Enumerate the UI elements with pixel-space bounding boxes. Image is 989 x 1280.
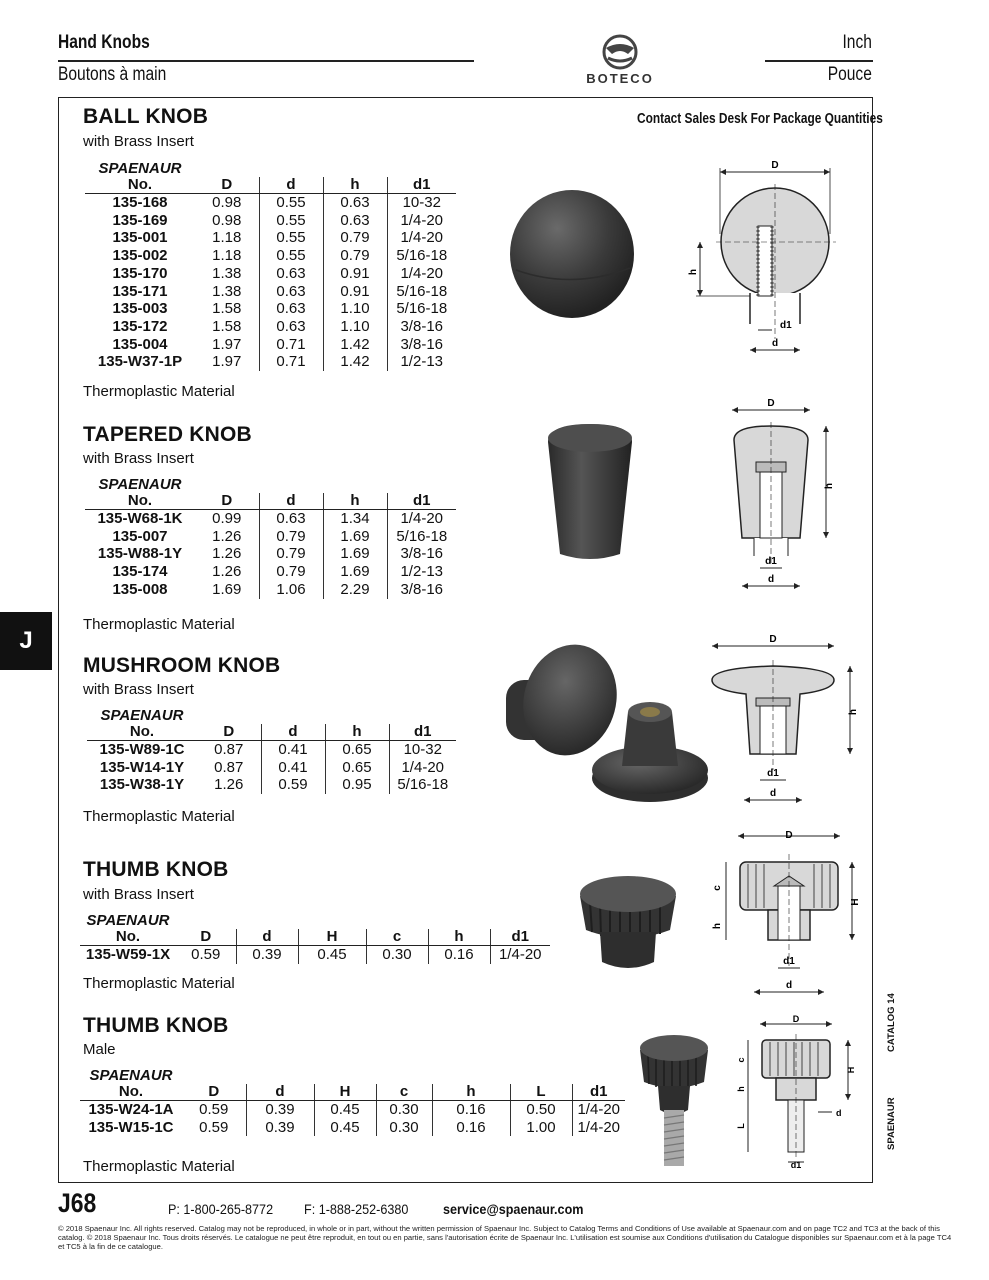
table-row — [85, 563, 456, 581]
tapered-knob-title: TAPERED KNOB — [83, 423, 252, 446]
footer-phone: P: 1-800-265-8772 — [168, 1201, 274, 1217]
col-d1: d1 — [387, 493, 456, 510]
col-d1: d1 — [490, 929, 550, 946]
spec-cell: 1.10 — [323, 300, 387, 318]
spec-cell: 0.45 — [314, 1101, 376, 1119]
spec-cell: 0.71 — [259, 353, 323, 371]
spec-cell: 1.97 — [212, 353, 242, 371]
table-row — [85, 336, 456, 354]
tapered-knob-subtitle: with Brass Insert — [83, 450, 194, 467]
col-d1: d1 — [389, 724, 456, 741]
spec-cell: 0.59 — [261, 776, 325, 794]
part-number-cell: 135-W15-1C — [88, 1118, 174, 1136]
spec-cell: 0.45 — [314, 1119, 376, 1137]
table-row — [85, 528, 456, 546]
spec-cell: 1/2-13 — [387, 353, 456, 371]
spec-cell: 3/8-16 — [387, 545, 456, 563]
spec-cell: 0.99 — [212, 510, 242, 527]
dim-d-label: d — [785, 980, 793, 991]
table-row — [85, 300, 456, 318]
spec-cell: 2.29 — [323, 581, 387, 599]
brand-label: SPAENAUR — [89, 1067, 173, 1084]
header-rule-left — [58, 60, 474, 62]
spec-cell: 0.16 — [432, 1119, 510, 1137]
table-row — [80, 1101, 625, 1119]
part-number-cell: 135-168 — [112, 194, 168, 211]
col-D: D — [195, 177, 259, 194]
spec-cell: 3/8-16 — [387, 581, 456, 599]
spec-cell: 0.63 — [259, 510, 323, 528]
thumb-knob-insert-table — [80, 912, 550, 964]
spec-cell: 0.39 — [246, 1119, 314, 1137]
footer-fax: F: 1-888-252-6380 — [304, 1201, 409, 1217]
col-d: d — [246, 1084, 314, 1101]
part-number-cell: 135-W89-1C — [99, 741, 185, 758]
spec-cell: 5/16-18 — [387, 247, 456, 265]
mushroom-knob-title: MUSHROOM KNOB — [83, 654, 281, 677]
mushroom-knob-photo — [500, 640, 710, 815]
table-row — [85, 212, 456, 230]
spec-cell: 1.69 — [212, 580, 242, 598]
dim-c-label: c — [736, 1057, 746, 1063]
col-no: No. — [80, 929, 176, 946]
spec-cell: 0.55 — [259, 247, 323, 265]
part-number-cell: 135-008 — [112, 580, 168, 598]
spec-cell: 0.59 — [199, 1118, 229, 1136]
part-number-cell: 135-171 — [112, 282, 168, 300]
table-row — [85, 545, 456, 563]
spec-cell: 0.30 — [376, 1101, 432, 1119]
dim-d1-label: d1 — [783, 956, 795, 967]
spec-cell: 0.63 — [259, 318, 323, 336]
spec-cell: 0.45 — [298, 946, 366, 964]
mushroom-knob-subtitle: with Brass Insert — [83, 681, 194, 698]
dim-d-label: d — [769, 788, 777, 799]
spec-cell: 0.79 — [259, 528, 323, 546]
header-title-fr: Boutons à main — [58, 64, 167, 85]
col-no: No. — [80, 1084, 182, 1101]
col-D: D — [195, 493, 259, 510]
spec-cell: 5/16-18 — [389, 776, 456, 794]
thumb-knob-insert-photo — [574, 866, 682, 977]
spec-cell: 0.65 — [325, 759, 389, 777]
spec-cell: 0.63 — [259, 300, 323, 318]
dim-d1-label: d1 — [765, 556, 777, 567]
spec-cell: 0.59 — [199, 1101, 229, 1118]
thumb-knob-male-title: THUMB KNOB — [83, 1014, 229, 1037]
thumb-knob-male-photo — [634, 1030, 714, 1175]
col-h: h — [432, 1084, 510, 1101]
col-d: d — [261, 724, 325, 741]
spec-cell: 1/2-13 — [387, 563, 456, 581]
spec-cell: 0.98 — [212, 194, 242, 211]
col-d: d — [236, 929, 298, 946]
table-row — [85, 229, 456, 247]
table-row — [85, 247, 456, 265]
side-catalog-label: CATALOG 14 — [886, 993, 897, 1052]
table-row — [80, 1119, 625, 1137]
spec-cell: 10-32 — [389, 741, 456, 759]
side-brand-label: SPAENAUR — [886, 1097, 897, 1150]
spec-cell: 1.34 — [323, 510, 387, 528]
spec-cell: 1/4-20 — [387, 265, 456, 283]
header-rule-right — [765, 60, 873, 62]
col-H: H — [298, 929, 366, 946]
spec-cell: 1/4-20 — [387, 510, 456, 528]
col-D: D — [182, 1084, 246, 1101]
col-no: No. — [87, 724, 197, 741]
table-row — [85, 353, 456, 371]
spec-cell: 0.79 — [259, 545, 323, 563]
tapered-knob-drawing — [722, 396, 842, 601]
spec-cell: 1/4-20 — [490, 946, 550, 964]
spec-cell: 1.42 — [323, 353, 387, 371]
tapered-knob-table — [85, 476, 456, 599]
dim-D-label: D — [792, 1014, 800, 1024]
page-number: J68 — [58, 1188, 97, 1218]
col-d1: d1 — [387, 177, 456, 194]
spec-cell: 0.55 — [259, 229, 323, 247]
spec-cell: 1.26 — [212, 527, 242, 545]
table-row — [85, 194, 456, 212]
spec-cell: 5/16-18 — [387, 528, 456, 546]
col-d: d — [259, 493, 323, 510]
spec-cell: 0.98 — [212, 211, 242, 229]
col-d: d — [259, 177, 323, 194]
spec-cell: 0.71 — [259, 336, 323, 354]
spec-cell: 1.58 — [212, 317, 242, 335]
logo-text: BOTECO — [586, 71, 654, 86]
col-c: c — [366, 929, 428, 946]
spec-cell: 1.42 — [323, 336, 387, 354]
col-d1: d1 — [572, 1084, 625, 1101]
spec-cell: 1.69 — [323, 563, 387, 581]
dim-d-label: d — [836, 1108, 842, 1118]
spec-cell: 1/4-20 — [572, 1101, 625, 1119]
dim-h-label: h — [736, 1086, 746, 1092]
footer-email[interactable]: service@spaenaur.com — [443, 1201, 584, 1217]
header-unit-fr: Pouce — [827, 64, 872, 85]
spec-cell: 0.30 — [366, 946, 428, 964]
col-D: D — [176, 929, 236, 946]
ball-knob-photo — [508, 190, 638, 329]
header-unit-en: Inch — [842, 32, 872, 53]
ball-knob-subtitle: with Brass Insert — [83, 133, 194, 150]
spec-cell: 0.65 — [325, 741, 389, 759]
brand-label: SPAENAUR — [100, 707, 184, 724]
part-number-cell: 135-W14-1Y — [99, 758, 185, 776]
part-number-cell: 135-172 — [112, 317, 168, 335]
part-number-cell: 135-W68-1K — [97, 510, 183, 527]
part-number-cell: 135-007 — [112, 527, 168, 545]
spec-cell: 1.38 — [212, 282, 242, 300]
mushroom-knob-table — [87, 707, 456, 794]
spec-cell: 0.16 — [428, 946, 490, 964]
table-row — [87, 759, 456, 777]
spec-cell: 0.87 — [214, 741, 244, 758]
tapered-knob-photo — [540, 420, 640, 570]
thumb-knob-male-drawing — [736, 1012, 866, 1177]
spec-cell: 0.63 — [323, 212, 387, 230]
ball-knob-drawing — [686, 154, 846, 364]
dim-d-label: d — [771, 338, 779, 349]
spec-cell: 0.41 — [261, 759, 325, 777]
thumb-knob-male-material: Thermoplastic Material — [83, 1158, 235, 1175]
dim-c-label: c — [712, 885, 723, 891]
spec-cell: 0.63 — [323, 194, 387, 212]
part-number-cell: 135-169 — [112, 211, 168, 229]
spec-cell: 0.16 — [432, 1101, 510, 1119]
table-row — [80, 946, 550, 964]
table-row — [87, 776, 456, 794]
spec-cell: 10-32 — [387, 194, 456, 212]
brand-label: SPAENAUR — [98, 160, 182, 177]
spec-cell: 1.69 — [323, 528, 387, 546]
dim-D-label: D — [771, 160, 779, 171]
col-H: H — [314, 1084, 376, 1101]
spec-cell: 0.91 — [323, 265, 387, 283]
spec-cell: 0.87 — [214, 758, 244, 776]
spec-cell: 1.00 — [510, 1119, 572, 1137]
spec-cell: 1/4-20 — [387, 229, 456, 247]
spec-cell: 0.50 — [510, 1101, 572, 1119]
tapered-knob-material: Thermoplastic Material — [83, 616, 235, 633]
part-number-cell: 135-174 — [112, 563, 168, 581]
spec-cell: 0.59 — [191, 946, 221, 963]
dim-H-label: H — [850, 898, 861, 906]
col-h: h — [323, 177, 387, 194]
table-row — [85, 318, 456, 336]
col-no: No. — [85, 493, 195, 510]
spec-cell: 0.39 — [246, 1101, 314, 1119]
dim-h-label: h — [688, 268, 699, 276]
spec-cell: 5/16-18 — [387, 300, 456, 318]
dim-h-label: h — [824, 482, 835, 490]
ball-knob-table — [85, 160, 456, 371]
col-L: L — [510, 1084, 572, 1101]
spec-cell: 0.95 — [325, 776, 389, 794]
col-h: h — [325, 724, 389, 741]
part-number-cell: 135-W88-1Y — [97, 545, 183, 563]
part-number-cell: 135-W24-1A — [88, 1101, 174, 1118]
spec-cell: 5/16-18 — [387, 283, 456, 301]
dim-d-label: d — [767, 574, 775, 585]
part-number-cell: 135-W38-1Y — [99, 776, 185, 794]
dim-D-label: D — [767, 398, 775, 409]
spec-cell: 0.79 — [323, 229, 387, 247]
spec-cell: 0.63 — [259, 283, 323, 301]
table-row — [87, 741, 456, 759]
dim-d1-label: d1 — [767, 768, 779, 779]
spec-cell: 1.38 — [212, 264, 242, 282]
spec-cell: 1.06 — [259, 581, 323, 599]
spec-cell: 3/8-16 — [387, 318, 456, 336]
spec-cell: 0.63 — [259, 265, 323, 283]
spec-cell: 0.41 — [261, 741, 325, 759]
spec-cell: 1.26 — [214, 776, 244, 794]
spec-cell: 1.58 — [212, 300, 242, 318]
dim-d1-label: d1 — [780, 320, 792, 331]
spec-cell: 0.79 — [323, 247, 387, 265]
mushroom-knob-material: Thermoplastic Material — [83, 808, 235, 825]
mushroom-knob-drawing — [704, 630, 864, 813]
part-number-cell: 135-002 — [112, 247, 168, 265]
part-number-cell: 135-003 — [112, 300, 168, 318]
brand-label: SPAENAUR — [86, 912, 170, 929]
thumb-knob-insert-material: Thermoplastic Material — [83, 975, 235, 992]
col-D: D — [197, 724, 261, 741]
part-number-cell: 135-170 — [112, 264, 168, 282]
spec-cell: 0.55 — [259, 194, 323, 212]
thumb-knob-insert-subtitle: with Brass Insert — [83, 886, 194, 903]
spec-cell: 0.79 — [259, 563, 323, 581]
spec-cell: 1.26 — [212, 545, 242, 563]
dim-D-label: D — [785, 830, 793, 841]
spec-cell: 1.26 — [212, 563, 242, 581]
spec-cell: 1.18 — [212, 229, 242, 247]
thumb-knob-male-subtitle: Male — [83, 1041, 116, 1058]
dim-h-label: h — [848, 708, 859, 716]
table-row — [85, 265, 456, 283]
dim-d1-label: d1 — [790, 1160, 802, 1170]
dim-D-label: D — [769, 634, 777, 645]
col-h: h — [323, 493, 387, 510]
thumb-knob-male-table — [80, 1067, 625, 1136]
col-c: c — [376, 1084, 432, 1101]
ball-knob-material: Thermoplastic Material — [83, 383, 235, 400]
col-h: h — [428, 929, 490, 946]
header-title-en: Hand Knobs — [58, 32, 150, 53]
spec-cell: 1.10 — [323, 318, 387, 336]
part-number-cell: 135-004 — [112, 335, 168, 353]
spec-cell: 1/4-20 — [389, 759, 456, 777]
table-row — [85, 283, 456, 301]
part-number-cell: 135-001 — [112, 229, 168, 247]
spec-cell: 3/8-16 — [387, 336, 456, 354]
spec-cell: 0.39 — [236, 946, 298, 964]
boteco-logo — [568, 34, 672, 86]
thumb-knob-insert-drawing — [704, 826, 864, 1003]
part-number-cell: 135-W37-1P — [97, 353, 183, 371]
table-row — [85, 581, 456, 599]
col-no: No. — [85, 177, 195, 194]
dim-h-label: h — [712, 922, 723, 930]
ball-knob-title: BALL KNOB — [83, 105, 209, 128]
spec-cell: 1.69 — [323, 545, 387, 563]
spec-cell: 0.55 — [259, 212, 323, 230]
part-number-cell: 135-W59-1X — [85, 946, 171, 963]
table-row — [85, 510, 456, 528]
spec-cell: 0.91 — [323, 283, 387, 301]
brand-label: SPAENAUR — [98, 476, 182, 493]
contact-sales-note: Contact Sales Desk For Package Quantities — [637, 111, 883, 127]
section-tab-j: J — [0, 612, 52, 670]
spec-cell: 0.30 — [376, 1119, 432, 1137]
spec-cell: 1.18 — [212, 247, 242, 265]
dim-H-label: H — [846, 1066, 856, 1074]
spec-cell: 1/4-20 — [387, 212, 456, 230]
legal-notice: © 2018 Spaenaur Inc. All rights reserved. Catalog may not be reproduced, in whole or in part, without the written permission of Spaenaur Inc. Subject to Catalog Terms and Conditions of Use available at Spaenaur.com and on page TC2 and TC3 at the back of this catalog. © 2018 Spaenaur Inc. Tous droits réservés. Le catalogue ne peut être reproduit, en tout ou en partie, sans l'autorisation écrite de Spaenaur Inc. L'utilisation est soumise aux Conditions d'utilisation du Catalogue disponibles sur Spaenaur.com et à la page TC4 et TC5 à la fin de ce catalogue. — [58, 1224, 952, 1251]
dim-L-label: L — [736, 1123, 746, 1129]
thumb-knob-insert-title: THUMB KNOB — [83, 858, 229, 881]
spec-cell: 1/4-20 — [572, 1119, 625, 1137]
spec-cell: 1.97 — [212, 335, 242, 353]
